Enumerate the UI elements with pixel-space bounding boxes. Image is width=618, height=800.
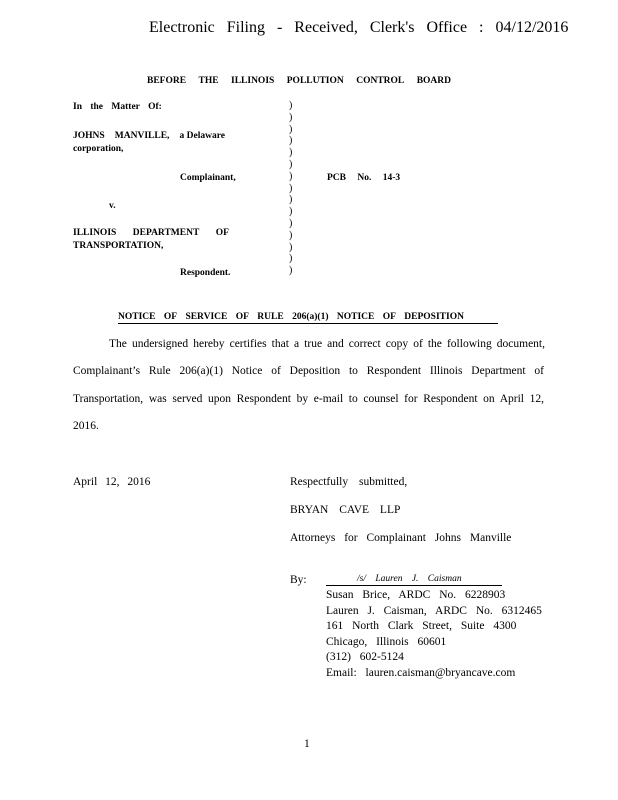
complainant-role: Complainant,	[180, 173, 236, 183]
respondent-name: ILLINOIS DEPARTMENT OF	[73, 228, 229, 238]
signature-details	[326, 588, 542, 681]
phone-line: (312) 602-5124	[326, 651, 404, 663]
body-line-4: 2016.	[73, 420, 99, 432]
attorney-line: Lauren J. Caisman, ARDC No. 6312465	[326, 604, 542, 617]
board-header	[147, 76, 451, 86]
respectfully-submitted: Respectfully submitted,	[290, 476, 408, 488]
caption-paren-column: ) ) ) ) ) ) ) ) ) ) ) ) ) ) )	[289, 100, 293, 277]
filing-stamp: Electronic Filing - Received, Clerk's Office : 04/12/2016	[149, 19, 569, 36]
body-line-2: Complainant’s Rule 206(a)(1) Notice of Deposition to Respondent Illinois Department of	[73, 365, 544, 377]
notice-title: NOTICE OF SERVICE OF RULE 206(a)(1) NOTICE OF DEPOSITION	[118, 312, 498, 324]
in-the-matter: In the Matter Of:	[73, 102, 162, 112]
electronic-signature: /s/ Lauren J. Caisman	[357, 574, 462, 584]
header-word: BOARD	[416, 76, 451, 86]
complainant-name: JOHNS MANVILLE, a Delaware	[73, 131, 225, 141]
signature-line	[326, 574, 502, 586]
case-number: PCB No. 14-3	[327, 173, 401, 183]
by-label: By:	[290, 574, 307, 586]
header-word: THE	[198, 76, 219, 86]
respondent-role: Respondent.	[180, 268, 231, 278]
firm-name: BRYAN CAVE LLP	[290, 504, 401, 516]
respondent-line2: TRANSPORTATION,	[73, 241, 164, 251]
email-line: Email: lauren.caisman@bryancave.com	[326, 666, 516, 679]
header-word: CONTROL	[356, 76, 405, 86]
closing-date: April 12, 2016	[73, 476, 151, 488]
header-word: ILLINOIS	[231, 76, 275, 86]
body-line-3: Transportation, was served upon Respondent by e-mail to counsel for Respondent on April 12,	[73, 393, 544, 405]
header-word: POLLUTION	[286, 76, 344, 86]
complainant-line2: corporation,	[73, 144, 124, 154]
header-word: BEFORE	[147, 76, 187, 86]
attorney-line: Susan Brice, ARDC No. 6228903	[326, 589, 506, 601]
attorneys-line: Attorneys for Complainant Johns Manville	[290, 532, 512, 544]
body-line-1: The undersigned hereby certifies that a true and correct copy of the following document,	[109, 338, 545, 350]
address-line: 161 North Clark Street, Suite 4300	[326, 620, 517, 632]
address-line: Chicago, Illinois 60601	[326, 635, 447, 648]
page-number: 1	[304, 738, 310, 750]
versus: v.	[109, 201, 116, 211]
